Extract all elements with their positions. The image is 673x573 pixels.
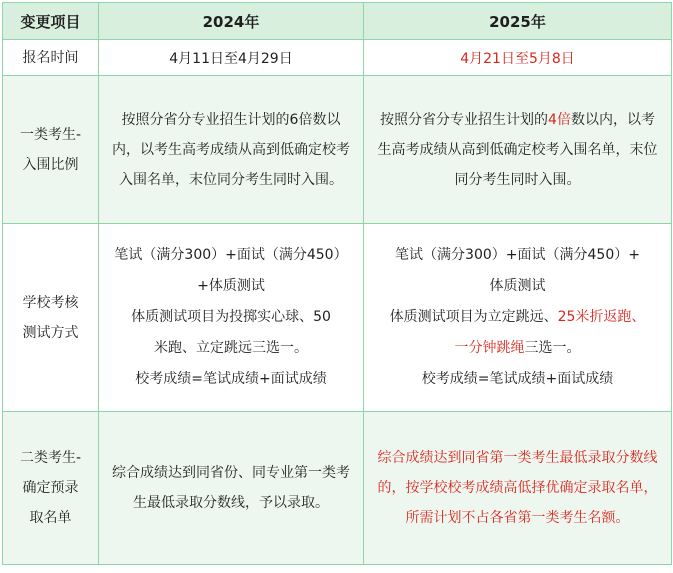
test-2024-cell [99, 224, 364, 412]
test-2025-line: 笔试（满分300）+面试（满分450）+ [395, 247, 640, 263]
test-2025-line4-post: 三选一。 [524, 340, 581, 356]
test-2025-line3-pre: 体质测试项目为立定跳远、 [389, 309, 558, 325]
ratio-2025-text [364, 105, 671, 195]
label-line: 学校考核 [22, 294, 79, 311]
test-2025-line4-highlight: 一分钟跳绳 [454, 340, 525, 356]
admission-2025-cell [364, 412, 672, 565]
label-line: 二类考生- [19, 450, 82, 466]
label-line: 入围比例 [22, 156, 79, 173]
ratio-2025-post: 数以内，以考生高考成绩从高到低确定校考入围名单，末位同分考生同时入围。 [377, 111, 658, 188]
table-row [3, 76, 672, 224]
table-row [3, 224, 672, 412]
label-line: 一类考生- [19, 126, 82, 143]
table-header-row [3, 3, 672, 40]
registration-time-2025: 4月21日至5月8日 [364, 40, 672, 76]
test-2024-line: 校考成绩=笔试成绩+面试成绩 [135, 371, 327, 387]
table-row [3, 412, 672, 565]
ratio-2025-cell [364, 76, 672, 224]
admission-2024-text: 综合成绩达到同省份、同专业第一类考生最低录取分数线，予以录取。 [112, 465, 350, 511]
row-label-class2-admission [3, 412, 99, 565]
label-line: 取名单 [29, 510, 72, 526]
test-2025-line3-highlight: 25米折返跑、 [557, 309, 646, 325]
ratio-2024-cell [99, 76, 364, 224]
header-2024: 2024年 [99, 3, 364, 40]
test-2024-line: 笔试（满分300）+面试（满分450） [114, 247, 348, 263]
ratio-2025-highlight: 4倍 [548, 111, 571, 128]
test-2024-line: 米跑、立定跳远三选一。 [154, 340, 308, 356]
admission-2025-text: 综合成绩达到同省第一类考生最低录取分数线的，按学校校考成绩高低择优确定录取名单，所需计划不占各省第一类考生名额。 [377, 450, 658, 526]
test-2025-line: 体质测试 [489, 278, 546, 294]
admission-2024-cell [99, 412, 364, 565]
table-row [3, 40, 672, 76]
test-2024-line: 体质测试项目为投掷实心球、50 [131, 309, 331, 325]
ratio-2024-text: 按照分省分专业招生计划的6倍数以内，以考生高考成绩从高到低确定校考入围名单，末位同分考生同时入围。 [112, 111, 350, 188]
test-2025-line: 校考成绩=笔试成绩+面试成绩 [421, 371, 614, 387]
row-label-registration-time: 报名时间 [3, 40, 99, 76]
test-2024-line: +体质测试 [197, 278, 265, 294]
label-line: 确定预录 [22, 480, 79, 496]
ratio-2025-pre: 按照分省分专业招生计划的 [380, 111, 549, 128]
registration-time-2024: 4月11日至4月29日 [99, 40, 364, 76]
test-2025-cell [364, 224, 672, 412]
comparison-table [2, 2, 672, 565]
row-label-class1-ratio [3, 76, 99, 224]
header-change-item: 变更项目 [3, 3, 99, 40]
row-label-test-method [3, 224, 99, 412]
header-2025: 2025年 [364, 3, 672, 40]
label-line: 测试方式 [22, 324, 79, 341]
test-2025-line [364, 302, 671, 333]
test-2025-line [364, 333, 671, 364]
